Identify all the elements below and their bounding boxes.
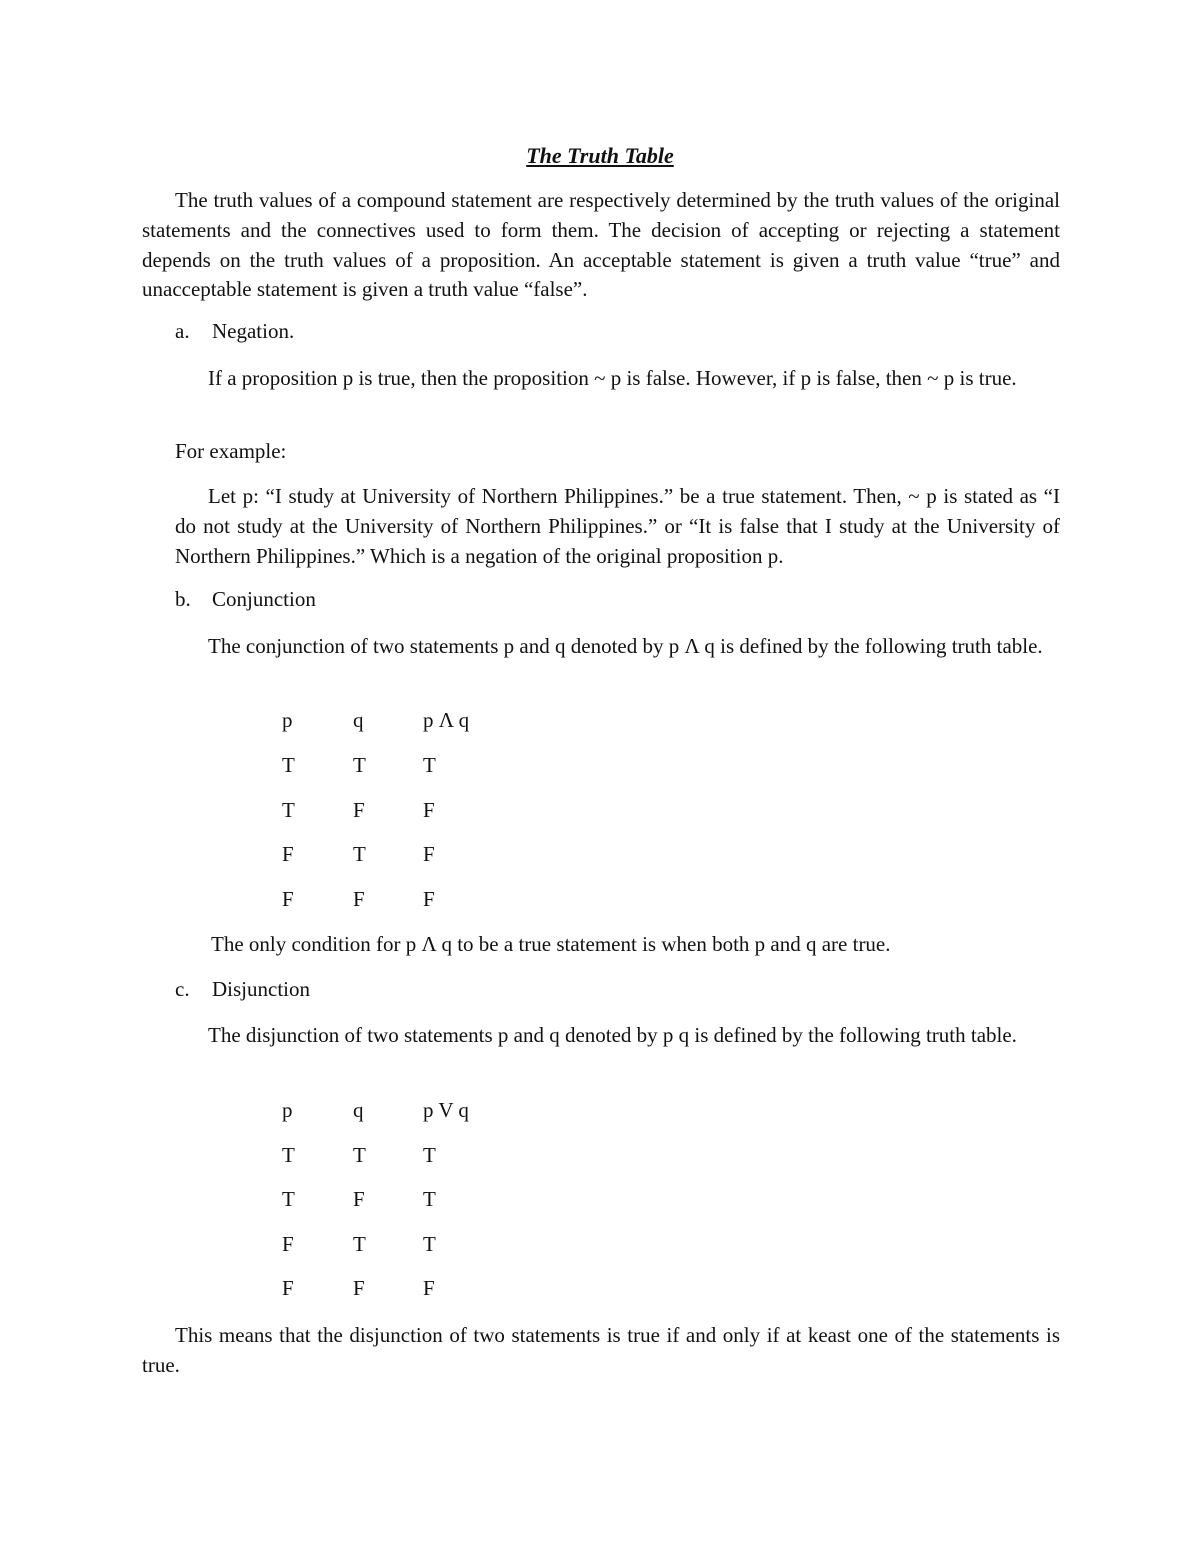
- negation-example: Let p: “I study at University of Northern Philippines.” be a true statement. Then, ~ p is stated as “I do not study at the University of Northern Philippines.” or “It is false that I study at the University of Northern Philippines.” Which is a negation of the original proposition p.: [175, 484, 1060, 568]
- table-cell: T: [282, 1187, 295, 1211]
- table-cell: T: [423, 1143, 436, 1167]
- table-cell: F: [353, 887, 365, 911]
- table-cell: F: [423, 842, 435, 866]
- table-cell: F: [423, 798, 435, 822]
- section-heading-negation: [175, 319, 294, 344]
- table-cell: F: [353, 1276, 365, 1300]
- section-heading-conjunction: [175, 587, 316, 612]
- table-cell: F: [282, 887, 294, 911]
- table-cell: F: [423, 887, 435, 911]
- table-header-cell: q: [353, 708, 364, 732]
- disjunction-conclusion: This means that the disjunction of two statements is true if and only if at keast one of the statements is true.: [142, 1323, 1060, 1377]
- table-header-cell: p Λ q: [423, 708, 470, 732]
- table-cell: T: [353, 842, 366, 866]
- table-cell: F: [353, 1187, 365, 1211]
- intro-paragraph: The truth values of a compound statement are respectively determined by the truth values of the original statements and the connectives used to form them. The decision of accepting or rejecting a statement depends on the truth values of a proposition. An acceptable statement is given a truth value “true” and unacceptable statement is given a truth value “false”.: [142, 188, 1060, 302]
- table-header-cell: q: [353, 1098, 364, 1122]
- conjunction-body: The conjunction of two statements p and q denoted by p Λ q is defined by the following truth table.: [208, 634, 1043, 658]
- section-heading-disjunction: [175, 977, 310, 1002]
- section-title: Disjunction: [212, 977, 310, 1001]
- table-cell: F: [423, 1276, 435, 1300]
- table-header-cell: p V q: [423, 1098, 469, 1122]
- table-header-cell: p: [282, 708, 293, 732]
- section-marker: c.: [175, 977, 190, 1001]
- table-cell: T: [353, 1232, 366, 1256]
- table-cell: T: [282, 798, 295, 822]
- table-cell: F: [282, 842, 294, 866]
- table-cell: F: [282, 1232, 294, 1256]
- section-title: Conjunction: [212, 587, 316, 611]
- section-marker: a.: [175, 319, 190, 343]
- table-cell: F: [353, 798, 365, 822]
- section-marker: b.: [175, 587, 191, 611]
- section-title: Negation.: [212, 319, 295, 343]
- example-label: For example:: [175, 439, 287, 463]
- conjunction-conclusion: The only condition for p Λ q to be a true statement is when both p and q are true.: [211, 932, 891, 956]
- table-header-cell: p: [282, 1098, 293, 1122]
- disjunction-body: The disjunction of two statements p and q denoted by p q is defined by the following truth table.: [208, 1023, 1017, 1047]
- table-cell: T: [353, 1143, 366, 1167]
- page-title: The Truth Table: [526, 143, 674, 168]
- table-cell: T: [353, 753, 366, 777]
- table-cell: T: [423, 1232, 436, 1256]
- table-cell: T: [423, 1187, 436, 1211]
- negation-body: If a proposition p is true, then the proposition ~ p is false. However, if p is false, then ~ p is true.: [208, 366, 1017, 390]
- table-cell: F: [282, 1276, 294, 1300]
- table-cell: T: [282, 1143, 295, 1167]
- table-cell: T: [282, 753, 295, 777]
- table-cell: T: [423, 753, 436, 777]
